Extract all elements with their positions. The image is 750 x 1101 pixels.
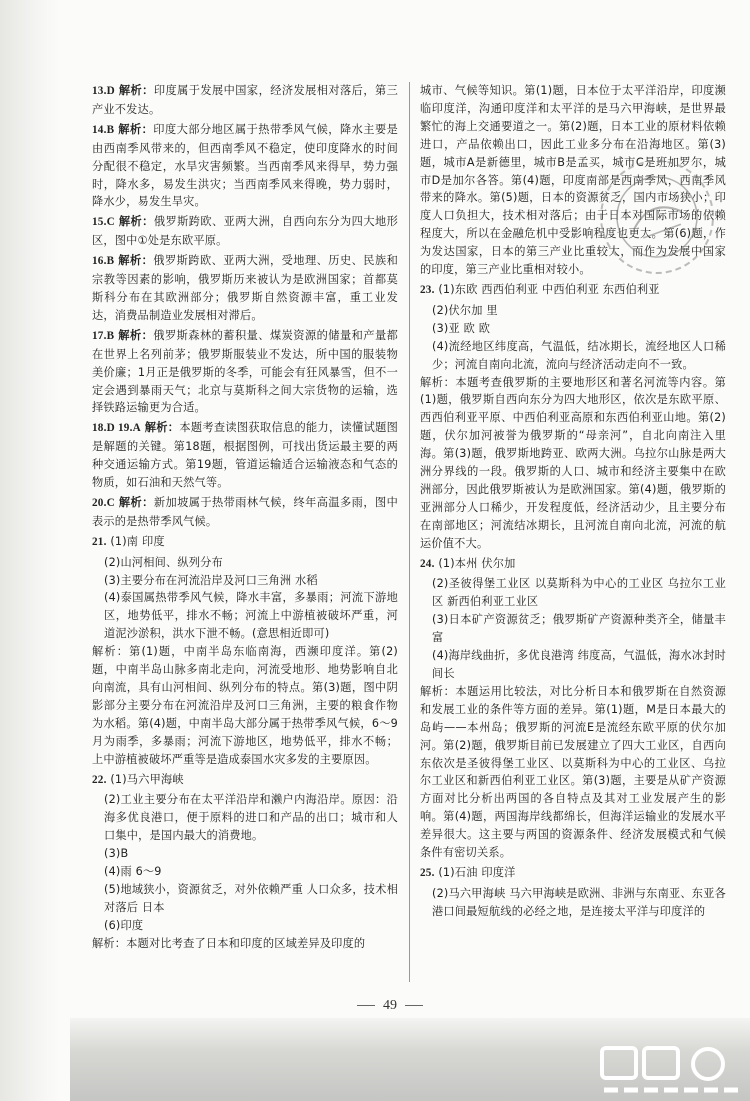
explanation-label: 解析： xyxy=(118,328,154,342)
sub-answer: (3)主要分布在河流沿岸及河口三角洲 水稻 xyxy=(104,573,318,587)
explanation-label: 解析： xyxy=(118,122,154,136)
sub-answer: (6)印度 xyxy=(104,918,144,932)
answer-text: (1)石油 印度洋 xyxy=(438,865,516,879)
answer-item xyxy=(420,555,726,574)
sub-answer: (3)B xyxy=(104,847,129,861)
explanation-text: 解析：本题对比考查了日本和印度的区域差异及印度的 xyxy=(92,936,366,950)
explanation-text: 解析：第(1)题，中南半岛东临南海，西濒印度洋。第(2)题，中南半岛山脉多南北走向，河流受地形、地势影响自北向南流，具有山河相间、纵列分布的特点。第(3)题，图中阴影部分主要分布在河流沿岸及河口三角洲，主要的粮食作物为水稻。第(4)题，中南半岛大部分属于热带季风气候，6～9月为雨季，多暴雨；河流下游地区，地势低平，排水不畅；上中游植被破坏严重等是造成泰国水灾多发的主要原因。 xyxy=(92,645,398,766)
question-number: 21. xyxy=(92,535,107,548)
book-gutter-shadow xyxy=(0,0,60,1101)
answer-text: 俄罗斯跨欧、亚两大洲，受地理、历史、民族和宗教等因素的影响，俄罗斯历来被认为是欧洲国家；首都莫斯科分布在其欧洲部分；俄罗斯自然资源丰富，重工业发达，消费品制造业发展相对滞后。 xyxy=(92,254,398,322)
question-number: 14.B xyxy=(92,123,115,136)
answer-text: (1)马六甲海峡 xyxy=(110,772,184,786)
answer-text: 本题考查读图获取信息的能力，读懂试题图是解题的关键。第18题，根据图例，可找出货运最主要的两种交通运输方式。第19题，管道运输适合运输液态和气态的物质，如石油和天然气等。 xyxy=(92,421,398,490)
sub-answer: (4)流经地区纬度高，气温低，结冰期长，流经地区人口稀少；河流自南向北流，流向与经济活动走向不一致。 xyxy=(432,339,726,371)
answer-text: 城市、气候等知识。第(1)题，日本位于太平洋沿岸，印度濒临印度洋，沟通印度洋和太平洋的是马六甲海峡，是世界最繁忙的海上交通要道之一。第(2)题，日本工业的原材料依赖进口，产品依赖出口，因此工业多分布在沿海地区。第(3)题，城市A是新德里，城市B是孟买，城市C是班加罗尔，城市D是加尔各答。第(4)题，印度南部是西南季风，西南季风带来的降水。第(5)题，日本的资源贫乏，国内市场狭小；印度人口负担大，技术相对落后；由于日本对国际市场的依赖程度大，所以在金融危机中受影响程度也更大。第(6)题，作为发达国家，日本的第三产业比重较大，而作为发展中国家的印度，第三产业比重相对较小。 xyxy=(420,84,726,277)
answer-item xyxy=(92,494,398,531)
sub-answer: (2)工业主要分布在太平洋沿岸和濑户内海沿岸。原因：沿海多优良港口，便于原料的进口和产品的出口；城市和人口集中，是国内最大的消费地。 xyxy=(104,793,398,843)
page-number: 49 xyxy=(340,998,440,1014)
question-number: 22. xyxy=(92,773,107,786)
sub-answer: (2)马六甲海峡 马六甲海峡是欧洲、非洲与东南亚、东亚各港口间最短航线的必经之地，是连接太平洋与印度洋的 xyxy=(432,886,726,918)
sub-answer: (5)地域狭小，资源贫乏，对外依赖严重 人口众多，技术相对落后 日本 xyxy=(104,882,398,914)
sub-answer: (2)伏尔加 里 xyxy=(432,303,498,317)
sub-answer: (3)日本矿产资源贫乏；俄罗斯矿产资源种类齐全，储量丰富 xyxy=(432,613,726,645)
answer-item xyxy=(420,864,726,883)
answer-item xyxy=(92,419,398,492)
sub-answer: (4)海岸线曲折，多优良港湾 纬度高，气温低，海水冰封时间长 xyxy=(432,649,726,680)
answer-item xyxy=(92,121,398,212)
sub-answer: (2)山河相间、纵列分布 xyxy=(104,555,223,569)
question-number: 16.B xyxy=(92,255,115,268)
sub-answer: (4)泰国属热带季风气候，降水丰富，多暴雨；河流下游地区，地势低平，排水不畅；河流上中游植被破坏严重，河道泥沙淤积，洪水下泄不畅。(意思相近即可) xyxy=(104,591,398,641)
question-number: 23. xyxy=(420,283,435,296)
question-number: 13.D xyxy=(92,85,115,97)
answer-item xyxy=(92,533,398,552)
sub-answer: (4)雨 6～9 xyxy=(104,865,162,879)
question-number: 15.C xyxy=(92,216,115,229)
answer-item xyxy=(420,281,726,300)
explanation-label: 解析： xyxy=(118,495,154,509)
answer-text: 俄罗斯跨欧、亚两大洲，自西向东分为四大地形区，图中①处是东欧平原。 xyxy=(92,215,398,248)
answer-text: (1)南 印度 xyxy=(110,534,165,548)
answer-item xyxy=(92,771,398,790)
explanation-text: 解析：本题运用比较法，对比分析日本和俄罗斯在自然资源和发展工业的条件等方面的差异。第(1)题，M是日本最大的岛屿——本州岛；俄罗斯的河流E是流经东欧平原的伏尔加河。第(2)题，俄罗斯目前已发展建立了四大工业区，自西向东依次是圣彼得堡工业区、以莫斯科为中心的工业区、乌拉尔工业区和新西伯利亚工业区。第(3)题，主要是从矿产资源方面对比分析出两国的各自特点及其对工业发展产生的影响。第(4)题，两国海岸线都绵长，但海洋运输业的发展水平差异很大。这主要与两国的资源条件、经济发展模式和气候条件有密切关系。 xyxy=(420,684,726,860)
explanation-text: 解析：本题考查俄罗斯的主要地形区和著名河流等内容。第(1)题，俄罗斯自西向东分为四大地形区，依次是东欧平原、西西伯利亚平原、中西伯利亚高原和东西伯利亚山地。第(2)题，伏尔加河被誉为俄罗斯的“母亲河”，自北向南注入里海。第(3)题，俄罗斯地跨亚、欧两大洲。乌拉尔山脉是两大洲分界线的一段。俄罗斯的人口、城市和经济主要集中在欧洲部分，因此俄罗斯被认为是欧洲国家。第(4)题，俄罗斯的亚洲部分人口稀少，开发程度低，经济活动少，且主要分布在南部地区；河流结冰期长，且河流自南向北流，河流的航运价值不大。 xyxy=(420,375,726,550)
explanation-label: 解析： xyxy=(118,215,154,229)
explanation-label: 解析： xyxy=(118,84,154,97)
question-number: 20.C xyxy=(92,496,115,509)
explanation-label: 解析： xyxy=(144,421,180,435)
column-divider xyxy=(409,82,410,982)
explanation-label: 解析： xyxy=(118,254,154,268)
watermark-logo-icon xyxy=(598,1044,748,1099)
answer-item xyxy=(92,213,398,250)
answer-item xyxy=(92,82,398,119)
left-column xyxy=(92,82,398,955)
question-number: 25. xyxy=(420,866,435,879)
answer-text: 印度大部分地区属于热带季风气候，降水主要是由西南季风带来的，但西南季风不稳定，使印度降水的时间分配很不稳定，水旱灾害频繁。当西南季风来得早，势力强时，降水多，易发生洪灾；当西南季风来得晚，势力弱时，降水少，易发生旱灾。 xyxy=(92,122,398,209)
answer-text: 俄罗斯森林的蓄积量、煤炭资源的储量和产量都在世界上名列前茅；俄罗斯服装业不发达，所中国的服装物美价廉；1月正是俄罗斯的冬季，可能会有狂风暴雪，但不一定会遇到暴雨天气；北京与莫斯科之间大宗货物的运输，选择铁路运输更为合适。 xyxy=(92,328,398,415)
sub-answer: (2)圣彼得堡工业区 以莫斯科为中心的工业区 乌拉尔工业区 新西伯利亚工业区 xyxy=(432,577,726,609)
answer-text: (1)本州 伏尔加 xyxy=(438,556,516,570)
question-number: 24. xyxy=(420,557,435,570)
sub-answer: (3)亚 欧 欧 xyxy=(432,321,491,335)
answer-item xyxy=(92,252,398,325)
question-number: 18.D 19.A xyxy=(92,422,141,435)
answer-text: 印度属于发展中国家，经济发展相对落后，第三产业不发达。 xyxy=(92,84,398,116)
question-number: 17.B xyxy=(92,329,115,342)
answer-text: 新加坡属于热带雨林气候，终年高温多雨，图中表示的是热带季风气候。 xyxy=(92,495,398,528)
answer-item xyxy=(92,327,398,418)
answer-text: (1)东欧 西西伯利亚 中西伯利亚 东西伯利亚 xyxy=(438,282,660,296)
